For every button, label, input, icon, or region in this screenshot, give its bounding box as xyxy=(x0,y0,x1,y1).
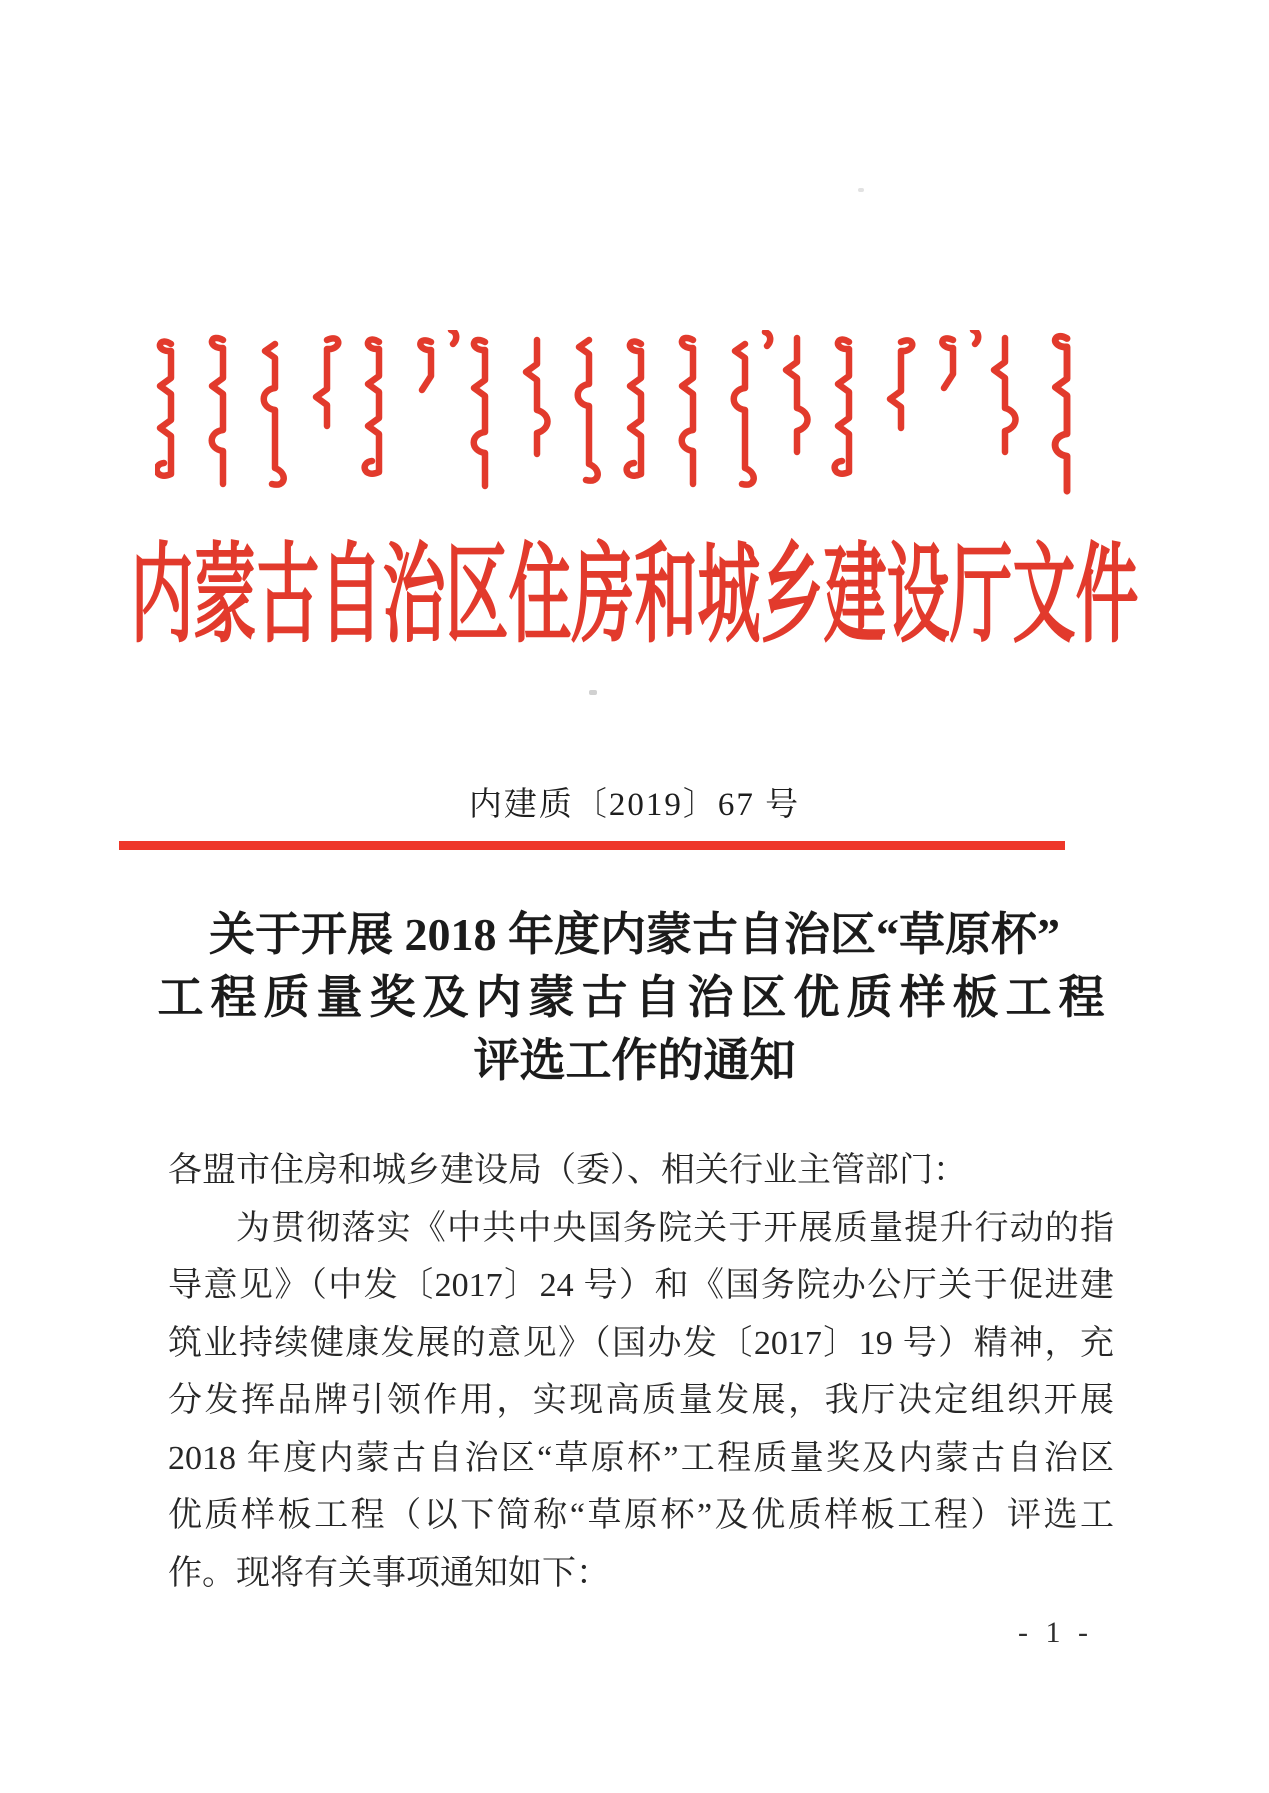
body-line: 作。现将有关事项通知如下： xyxy=(168,1554,610,1592)
body-line: 为贯彻落实《中共中央国务院关于开展质量提升行动的指 xyxy=(236,1209,1114,1247)
scan-speck xyxy=(858,188,864,192)
notice-title xyxy=(0,903,1269,1092)
notice-title-line-2: 工程质量奖及内蒙古自治区优质样板工程 xyxy=(157,972,1112,1023)
agency-masthead xyxy=(0,508,1269,656)
body-line: 筑业持续健康发展的意见》（国办发〔2017〕19 号）精神，充 xyxy=(168,1324,1114,1362)
body-line: 优质样板工程（以下简称“草原杯”及优质样板工程）评选工 xyxy=(168,1497,1114,1534)
scan-speck xyxy=(589,690,597,695)
notice-body xyxy=(168,1142,1114,1602)
notice-title-line-3: 评选工作的通知 xyxy=(473,1035,796,1086)
document-number: 内建质〔2019〕67 号 xyxy=(468,787,801,823)
notice-title-line-1: 关于开展 2018 年度内蒙古自治区“草原杯” xyxy=(209,909,1060,960)
salutation-line: 各盟市住房和城乡建设局（委）、相关行业主管部门： xyxy=(168,1152,967,1189)
agency-title-text: 内蒙古自治区住房和城乡建设厅文件 xyxy=(130,535,1139,656)
page-number: - 1 - xyxy=(1018,1616,1093,1649)
body-line: 分发挥品牌引领作用，实现高质量发展，我厅决定组织开展 xyxy=(168,1382,1114,1419)
mongolian-script-banner-icon xyxy=(155,330,1115,500)
red-divider-line xyxy=(119,841,1065,850)
body-line: 导意见》（中发〔2017〕24 号）和《国务院办公厅关于促进建 xyxy=(168,1267,1114,1304)
body-line: 2018 年度内蒙古自治区“草原杯”工程质量奖及内蒙古自治区 xyxy=(168,1439,1114,1477)
